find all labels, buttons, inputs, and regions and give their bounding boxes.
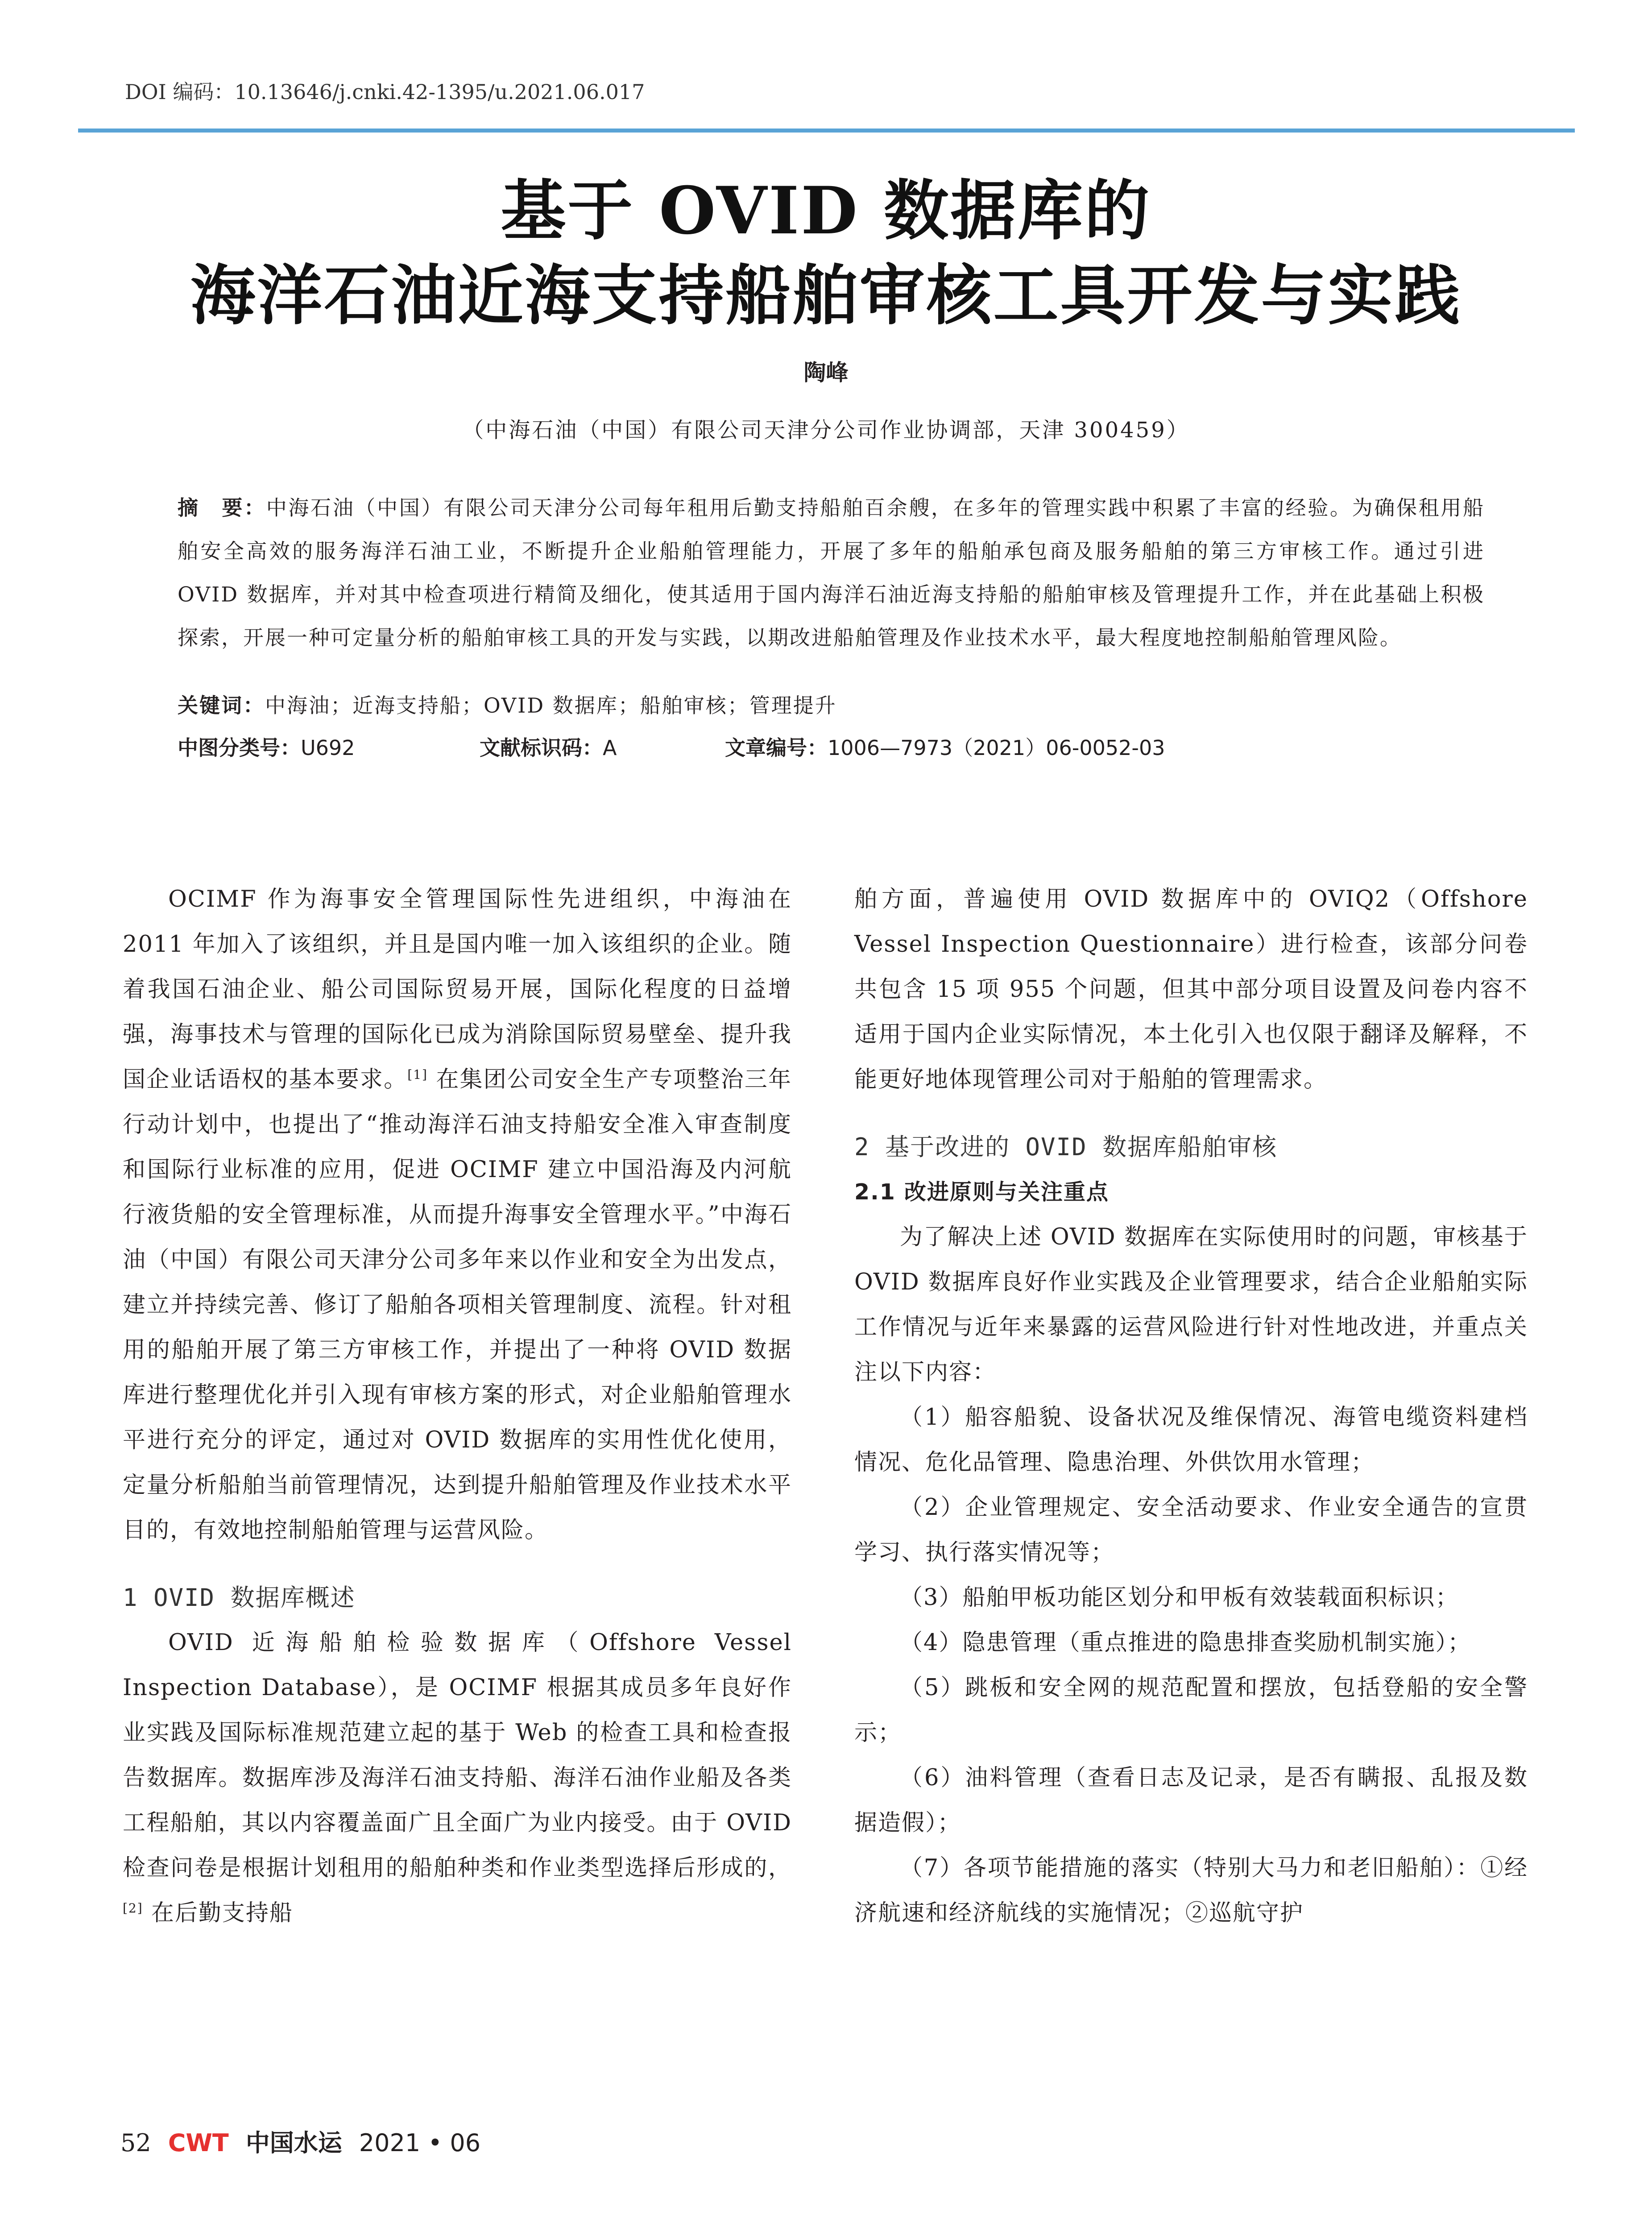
document-code [480, 732, 617, 761]
ref-1[interactable]: [1] [407, 1067, 428, 1082]
clc-value: U692 [301, 736, 355, 760]
doi-code: DOI 编码：10.13646/j.cnki.42-1395/u.2021.06.017 [125, 80, 645, 104]
abstract [178, 486, 1485, 659]
clc-label: 中图分类号： [178, 736, 301, 760]
section-2-heading: 2 基于改进的 OVID 数据库船舶审核 [854, 1133, 1278, 1161]
keywords-text: 中海油；近海支持船；OVID 数据库；船舶审核；管理提升 [265, 693, 837, 717]
keywords-label: 关键词： [178, 693, 265, 717]
intro-text-a: OCIMF 作为海事安全管理国际性先进组织，中海油在 2011 年加入了该组织，并且是国内唯一加入该组织的企业。随着我国石油企业、船公司国际贸易开展，国际化程度的日益增强，海事技术与管理的国际化已成为消除国际贸易壁垒、提升我国企业话语权的基本要求。 [123, 886, 792, 1093]
right-column [854, 877, 1528, 1936]
keywords [178, 689, 837, 719]
ovid-text-a: OVID 近海船舶检验数据库（Offshore Vessel Inspection Database），是 OCIMF 根据其成员多年良好作业实践及国际标准规范建立起的基于 Web 的检查工具和检查报告数据库。数据库涉及海洋石油支持船、海洋石油作业船及各类工程船舶，其以内容覆盖面广且全面广为业内接受。由于 OVID 检查问卷是根据计划租用的船舶种类和作业类型选择后形成的， [123, 1630, 792, 1881]
ovid-text-b: 在后勤支持船 [143, 1900, 293, 1926]
footer [120, 2124, 480, 2158]
subsection-2-1-heading: 2.1 改进原则与关注重点 [854, 1179, 1109, 1205]
improvement-paragraph: 为了解决上述 OVID 数据库在实际使用时的问题，审核基于 OVID 数据库良好作业实践及企业管理要求，结合企业船舶实际工作情况与近年来暴露的运营风险进行针对性地改进，并重点关注以下内容： [854, 1224, 1528, 1385]
list-item-3: （3）船舶甲板功能区划分和甲板有效装载面积标识； [900, 1584, 1459, 1611]
art-label: 文章编号： [725, 736, 828, 760]
list-item-2: （2）企业管理规定、安全活动要求、作业安全通告的宣贯学习、执行落实情况等； [854, 1494, 1528, 1566]
doc-value: A [603, 736, 617, 760]
left-column [123, 877, 792, 1936]
affiliation: （中海石油（中国）有限公司天津分公司作业协调部，天津 300459） [462, 418, 1190, 443]
list-item-1: （1）船容船貌、设备状况及维保情况、海管电缆资料建档情况、危化品管理、隐患治理、外供饮用水管理； [854, 1404, 1528, 1476]
list-item-4: （4）隐患管理（重点推进的隐患排查奖励机制实施）； [900, 1630, 1471, 1656]
page-number: 52 [120, 2129, 151, 2157]
list-item-7: （7）各项节能措施的落实（特别大马力和老旧船舶）：①经济航速和经济航线的实施情况；②巡航守护 [854, 1855, 1528, 1926]
author: 陶峰 [803, 360, 849, 386]
issue-number: 2021 • 06 [359, 2129, 481, 2157]
abstract-label: 摘 要： [178, 496, 266, 520]
doc-label: 文献标识码： [480, 736, 603, 760]
intro-text-b: 在集团公司安全生产专项整治三年行动计划中，也提出了“推动海洋石油支持船安全准入审查制度和国际行业标准的应用，促进 OCIMF 建立中国沿海及内河航行液货船的安全管理标准，从而提升海事安全管理水平。”中海石油（中国）有限公司天津分公司多年来以作业和安全为出发点，建立并持续完善、修订了船舶各项相关管理制度、流程。针对租用的船舶开展了第三方审核工作，并提出了一种将 OVID 数据库进行整理优化并引入现有审核方案的形式，对企业船舶管理水平进行充分的评定，通过对 OVID 数据库的实用性优化使用，定量分析船舶当前管理情况，达到提升船舶管理及作业技术水平目的，有效地控制船舶管理与运营风险。 [123, 1066, 792, 1543]
ovid-continuation-paragraph: 舶方面，普遍使用 OVID 数据库中的 OVIQ2（Offshore Vessel Inspection Questionnaire）进行检查，该部分问卷共包含 15 项 955 个问题，但其中部分项目设置及问卷内容不适用于国内企业实际情况，本土化引入也仅限于翻译及解释，不能更好地体现管理公司对于船舶的管理需求。 [854, 886, 1528, 1093]
ref-2[interactable]: [2] [123, 1901, 143, 1916]
list-item-5: （5）跳板和安全网的规范配置和摆放，包括登船的安全警示； [854, 1675, 1528, 1746]
journal-name: 中国水运 [245, 2128, 342, 2157]
title-line-2: 海洋石油近海支持船舶审核工具开发与实践 [190, 257, 1462, 334]
header-rule [78, 129, 1575, 133]
ovid-overview-paragraph [123, 1620, 792, 1936]
clc-number [178, 732, 355, 761]
abstract-text: 中海石油（中国）有限公司天津分公司每年租用后勤支持船舶百余艘，在多年的管理实践中积累了丰富的经验。为确保租用船舶安全高效的服务海洋石油工业，不断提升企业船舶管理能力，开展了多年的船舶承包商及服务船舶的第三方审核工作。通过引进 OVID 数据库，并对其中检查项进行精简及细化，使其适用于国内海洋石油近海支持船的船舶审核及管理提升工作，并在此基础上积极探索，开展一种可定量分析的船舶审核工具的开发与实践，以期改进船舶管理及作业技术水平，最大程度地控制船舶管理风险。 [178, 496, 1485, 650]
journal-logo: CWT [168, 2129, 229, 2157]
section-1-heading: 1 OVID 数据库概述 [123, 1584, 356, 1612]
article-number [725, 732, 1165, 761]
list-item-6: （6）油料管理（查看日志及记录，是否有瞒报、乱报及数据造假）； [854, 1765, 1528, 1836]
intro-paragraph [123, 877, 792, 1553]
art-value: 1006—7973（2021）06-0052-03 [828, 736, 1165, 760]
title-line-1: 基于 OVID 数据库的 [501, 173, 1151, 249]
